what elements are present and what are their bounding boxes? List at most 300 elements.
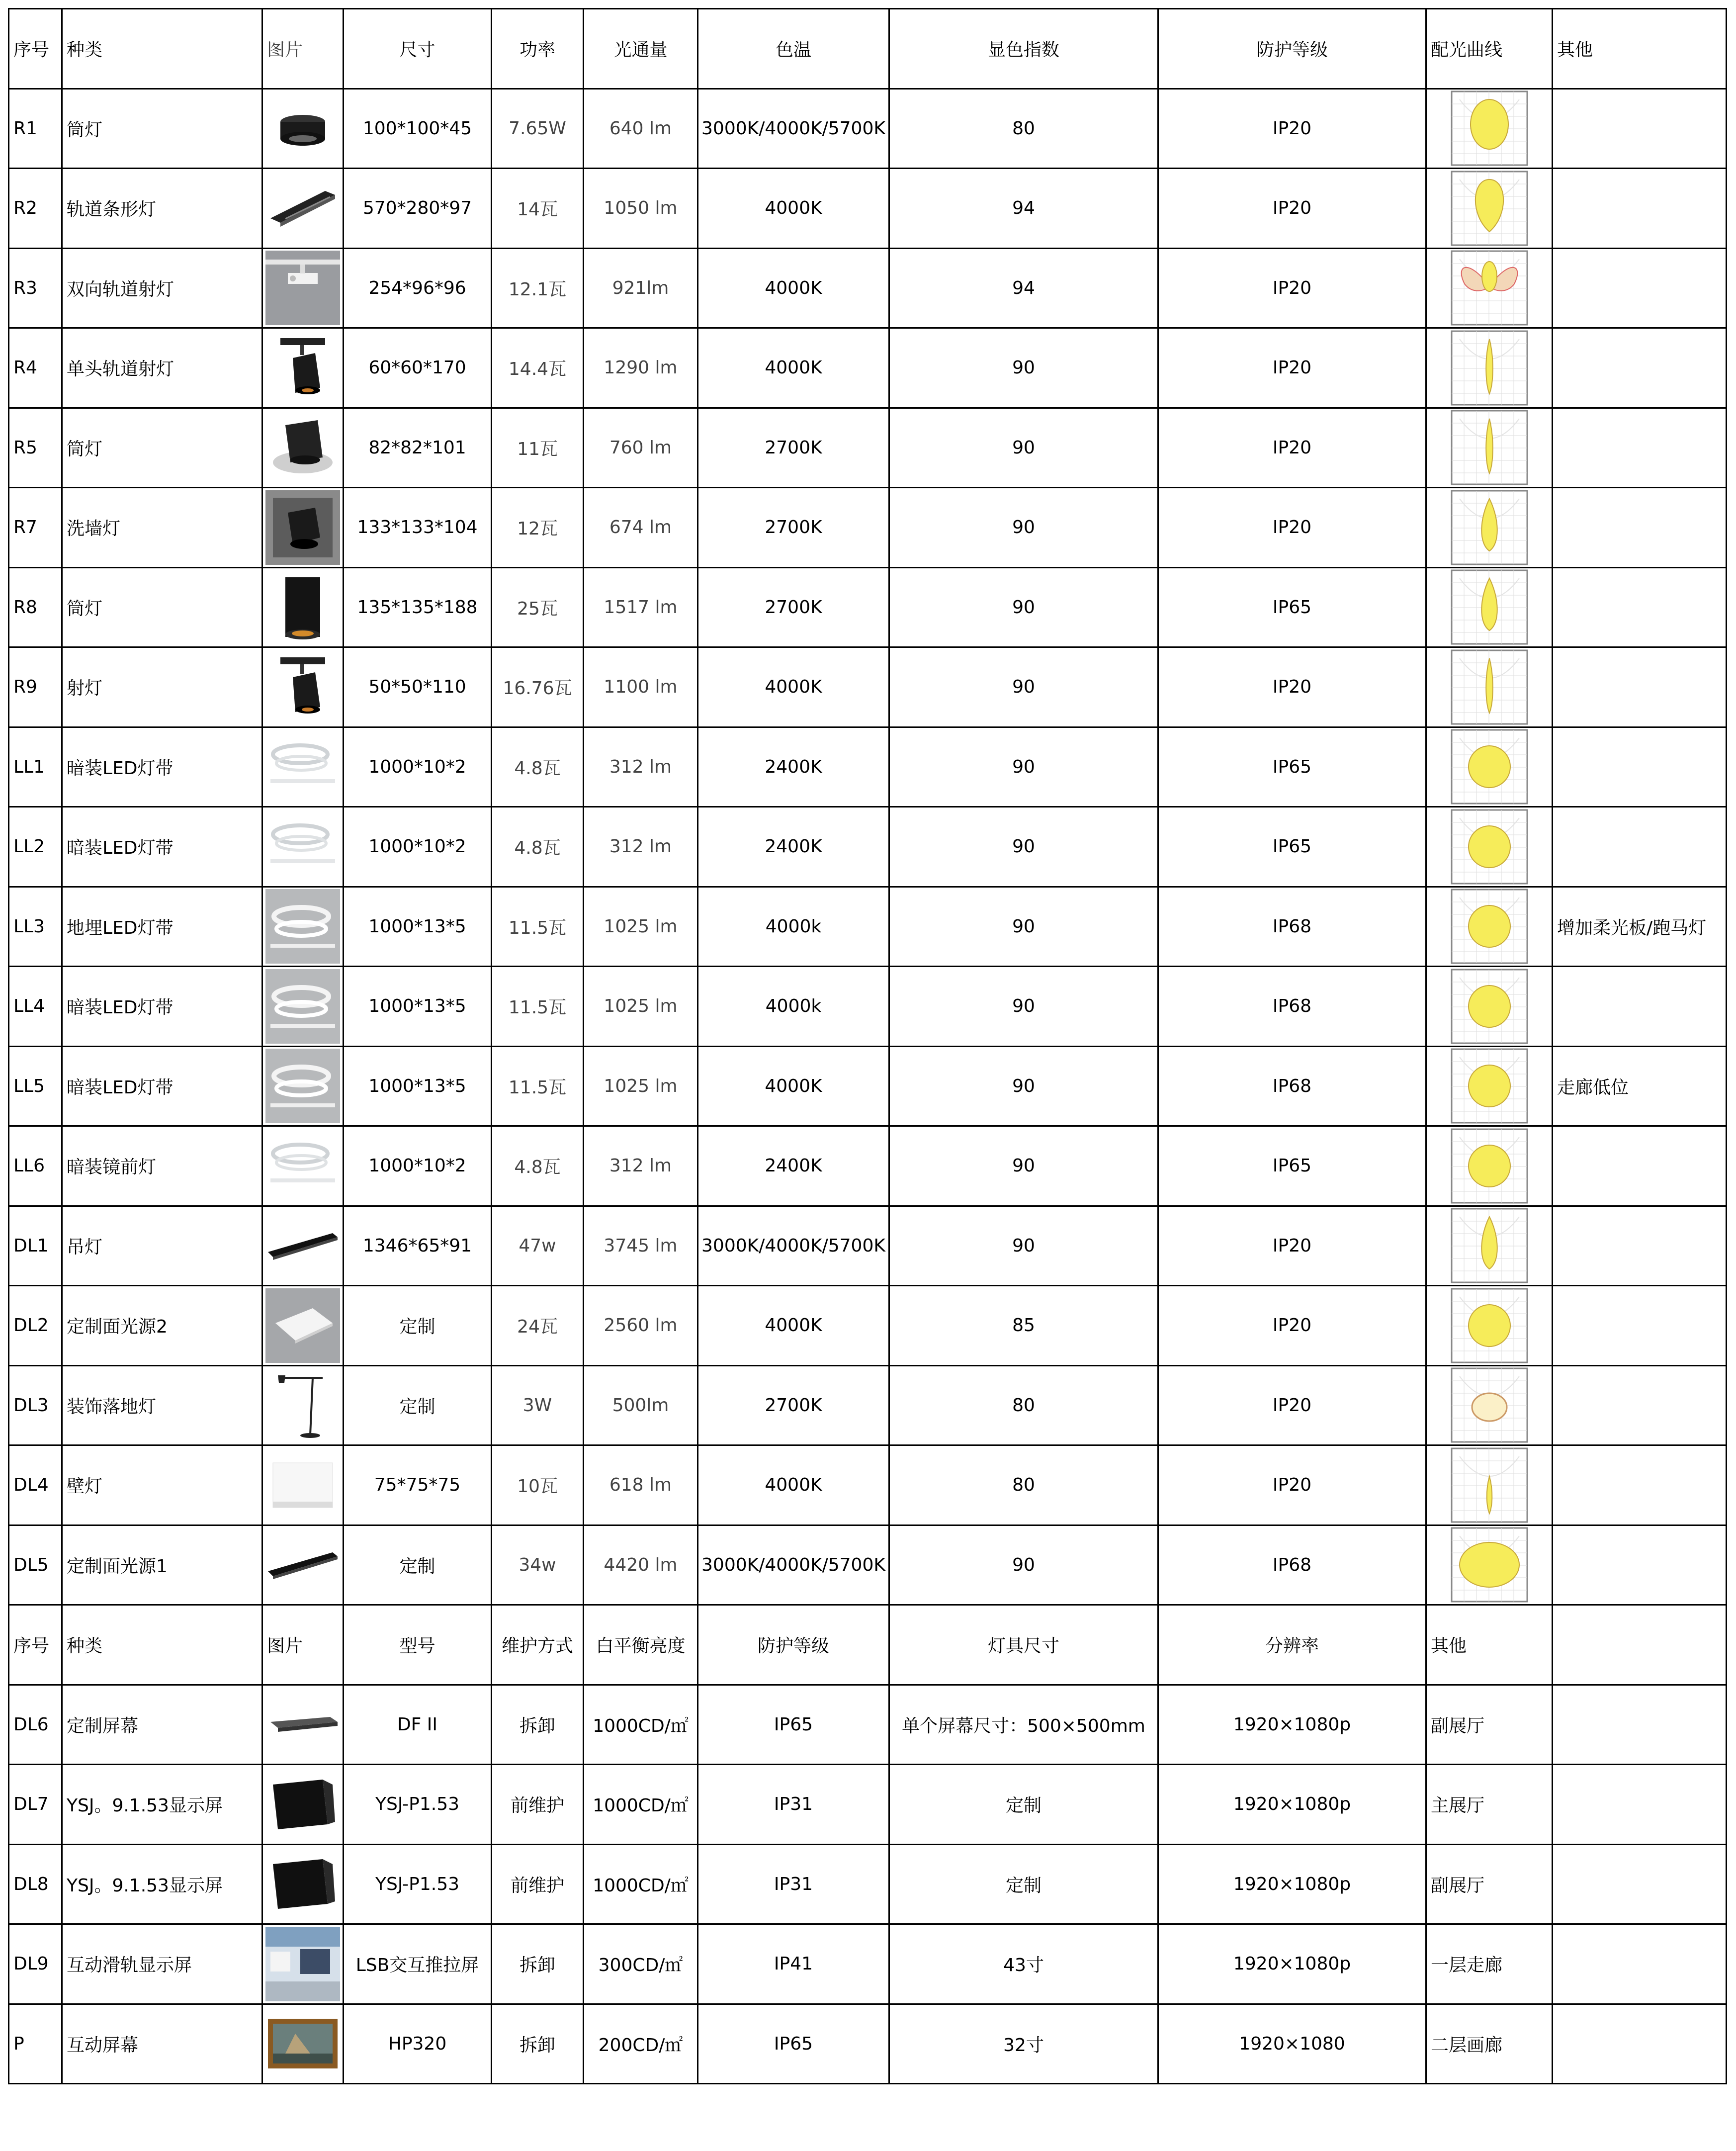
table-row [9, 1924, 1727, 2004]
product-image [262, 1685, 344, 1765]
ip-rating: IP65 [1158, 1126, 1426, 1206]
strip-gray-icon [265, 1049, 340, 1123]
light-distribution-curve [1426, 1126, 1553, 1206]
row-id: P [9, 2004, 62, 2084]
cri-value: 85 [889, 1286, 1158, 1366]
fixture-type: 暗装LED灯带 [62, 1046, 262, 1126]
luminous-flux: 674 lm [584, 488, 698, 568]
screen-type: YSJ。9.1.53显示屏 [62, 1844, 262, 1924]
row-id: LL5 [9, 1046, 62, 1126]
luminous-flux: 1050 lm [584, 169, 698, 249]
column-header: 配光曲线 [1426, 9, 1553, 89]
column-header: 显色指数 [889, 9, 1158, 89]
ip-rating: IP20 [1158, 1365, 1426, 1445]
fixture-power: 12.1瓦 [492, 248, 584, 328]
ip-rating: IP20 [1158, 647, 1426, 727]
light-distribution-curve [1426, 89, 1553, 169]
room-icon [265, 1927, 340, 2001]
product-image [262, 567, 344, 647]
screen-panel-icon [265, 1767, 340, 1842]
product-image [262, 169, 344, 249]
luminous-flux: 4420 lm [584, 1525, 698, 1605]
product-image [262, 488, 344, 568]
cri-value: 90 [889, 807, 1158, 887]
fixture-power: 12瓦 [492, 488, 584, 568]
fixture-size: 1000*13*5 [344, 887, 492, 967]
linear-icon [265, 1208, 340, 1283]
light-distribution-curve-icon [1450, 968, 1529, 1045]
model: DF II [344, 1685, 492, 1765]
column-header: 其他 [1426, 1605, 1553, 1685]
notes [1553, 89, 1727, 169]
table-row [9, 727, 1727, 807]
fixture-type: 单头轨道射灯 [62, 328, 262, 408]
color-temperature: 4000K [698, 328, 889, 408]
screen-type: YSJ。9.1.53显示屏 [62, 1765, 262, 1845]
header-row [9, 9, 1727, 89]
product-image [262, 1844, 344, 1924]
track-spot-icon [265, 650, 340, 724]
light-distribution-curve [1426, 169, 1553, 249]
luminous-flux: 640 lm [584, 89, 698, 169]
light-distribution-curve-icon [1450, 648, 1529, 726]
cri-value: 90 [889, 1046, 1158, 1126]
fixture-size: 1000*10*2 [344, 727, 492, 807]
fixture-power: 11.5瓦 [492, 967, 584, 1047]
strip-icon [265, 809, 340, 884]
color-temperature: 3000K/4000K/5700K [698, 1206, 889, 1286]
fixture-power: 3W [492, 1365, 584, 1445]
light-distribution-curve-icon [1450, 808, 1529, 886]
notes [1553, 488, 1727, 568]
fixture-size: 135*135*188 [344, 567, 492, 647]
light-distribution-curve-icon [1450, 568, 1529, 646]
white-balance-brightness: 200CD/㎡ [584, 2004, 698, 2084]
fixture-size: 1000*13*5 [344, 1046, 492, 1126]
notes [1553, 1525, 1727, 1605]
light-distribution-curve-icon [1450, 90, 1529, 167]
ip-rating: IP20 [1158, 488, 1426, 568]
table-row [9, 1286, 1727, 1366]
fixture-size: 133*133*104 [344, 488, 492, 568]
product-image [262, 1286, 344, 1366]
product-image [262, 1924, 344, 2004]
screen-dimension: 定制 [889, 1765, 1158, 1845]
table-row [9, 1365, 1727, 1445]
table-row [9, 488, 1727, 568]
notes [1553, 408, 1727, 488]
row-id: DL6 [9, 1685, 62, 1765]
ip-rating: IP65 [698, 2004, 889, 2084]
ip-rating: IP65 [1158, 727, 1426, 807]
model: YSJ-P1.53 [344, 1765, 492, 1845]
resolution: 1920×1080p [1158, 1685, 1426, 1765]
ip-rating: IP68 [1158, 1525, 1426, 1605]
fixture-type: 定制面光源2 [62, 1286, 262, 1366]
fixture-type: 装饰落地灯 [62, 1365, 262, 1445]
cri-value: 90 [889, 1206, 1158, 1286]
fixture-type: 地埋LED灯带 [62, 887, 262, 967]
maintenance: 拆卸 [492, 2004, 584, 2084]
cri-value: 90 [889, 647, 1158, 727]
luminous-flux: 760 lm [584, 408, 698, 488]
light-distribution-curve [1426, 807, 1553, 887]
row-id: R8 [9, 567, 62, 647]
fixture-size: 75*75*75 [344, 1445, 492, 1525]
cri-value: 80 [889, 89, 1158, 169]
ip-rating: IP20 [1158, 1206, 1426, 1286]
product-image [262, 727, 344, 807]
fixture-size: 60*60*170 [344, 328, 492, 408]
fixture-power: 14瓦 [492, 169, 584, 249]
row-id: DL2 [9, 1286, 62, 1366]
empty-cell [1553, 1924, 1727, 2004]
table-row [9, 1126, 1727, 1206]
cri-value: 90 [889, 328, 1158, 408]
row-id: LL6 [9, 1126, 62, 1206]
screen-dimension: 单个屏幕尺寸：500×500mm [889, 1685, 1158, 1765]
ip-rating: IP20 [1158, 408, 1426, 488]
notes [1553, 727, 1727, 807]
color-temperature: 2400K [698, 727, 889, 807]
product-image [262, 1126, 344, 1206]
row-id: R2 [9, 169, 62, 249]
fixture-power: 10瓦 [492, 1445, 584, 1525]
column-header: 分辨率 [1158, 1605, 1426, 1685]
light-distribution-curve [1426, 1445, 1553, 1525]
luminous-flux: 3745 lm [584, 1206, 698, 1286]
wallwasher-icon [265, 490, 340, 565]
fixture-power: 24瓦 [492, 1286, 584, 1366]
light-distribution-curve [1426, 328, 1553, 408]
cri-value: 90 [889, 567, 1158, 647]
white-balance-brightness: 1000CD/㎡ [584, 1765, 698, 1845]
fixture-size: 1000*13*5 [344, 967, 492, 1047]
light-distribution-curve [1426, 1525, 1553, 1605]
empty-cell [1553, 1844, 1727, 1924]
fixture-power: 11瓦 [492, 408, 584, 488]
row-id: R3 [9, 248, 62, 328]
light-distribution-curve-icon [1450, 489, 1529, 566]
notes [1553, 1286, 1727, 1366]
resolution: 1920×1080 [1158, 2004, 1426, 2084]
light-distribution-curve-icon [1450, 1366, 1529, 1444]
light-distribution-curve [1426, 248, 1553, 328]
light-distribution-curve-icon [1450, 409, 1529, 486]
column-header: 维护方式 [492, 1605, 584, 1685]
fixture-size: 定制 [344, 1286, 492, 1366]
notes [1553, 1365, 1727, 1445]
table-row [9, 807, 1727, 887]
resolution: 1920×1080p [1158, 1844, 1426, 1924]
light-distribution-curve [1426, 408, 1553, 488]
product-image [262, 1365, 344, 1445]
fixture-type: 暗装LED灯带 [62, 807, 262, 887]
location: 主展厅 [1426, 1765, 1553, 1845]
fixture-power: 14.4瓦 [492, 328, 584, 408]
empty-cell [1553, 1685, 1727, 1765]
ip-rating: IP68 [1158, 887, 1426, 967]
column-header: 型号 [344, 1605, 492, 1685]
row-id: R7 [9, 488, 62, 568]
luminous-flux: 312 lm [584, 807, 698, 887]
row-id: R5 [9, 408, 62, 488]
light-distribution-curve-icon [1450, 1127, 1529, 1205]
fixture-type: 暗装LED灯带 [62, 727, 262, 807]
cri-value: 90 [889, 1126, 1158, 1206]
fixture-power: 4.8瓦 [492, 807, 584, 887]
header-row-screens [9, 1605, 1727, 1685]
table-row [9, 1765, 1727, 1845]
wall-box-icon [265, 1448, 340, 1523]
resolution: 1920×1080p [1158, 1765, 1426, 1845]
product-image [262, 1206, 344, 1286]
spec-table [8, 8, 1727, 2084]
column-header: 尺寸 [344, 9, 492, 89]
recessed-tilt-icon [265, 410, 340, 485]
maintenance: 拆卸 [492, 1685, 584, 1765]
light-distribution-curve [1426, 567, 1553, 647]
light-distribution-curve [1426, 1286, 1553, 1366]
fixture-size: 1000*10*2 [344, 1126, 492, 1206]
cri-value: 90 [889, 1525, 1158, 1605]
light-distribution-curve-icon [1450, 1526, 1529, 1604]
ip-rating: IP20 [1158, 89, 1426, 169]
color-temperature: 4000K [698, 1445, 889, 1525]
strip-icon [265, 729, 340, 804]
fixture-type: 定制面光源1 [62, 1525, 262, 1605]
row-id: DL4 [9, 1445, 62, 1525]
empty-cell [1553, 2004, 1727, 2084]
cri-value: 90 [889, 488, 1158, 568]
row-id: R1 [9, 89, 62, 169]
notes [1553, 1126, 1727, 1206]
luminous-flux: 1517 lm [584, 567, 698, 647]
location: 副展厅 [1426, 1685, 1553, 1765]
strip-gray-icon [265, 969, 340, 1044]
fixture-size: 1346*65*91 [344, 1206, 492, 1286]
fixture-size: 100*100*45 [344, 89, 492, 169]
light-distribution-curve [1426, 1365, 1553, 1445]
painting-icon [265, 2006, 340, 2081]
fixture-type: 吊灯 [62, 1206, 262, 1286]
cri-value: 90 [889, 887, 1158, 967]
cri-value: 90 [889, 967, 1158, 1047]
row-id: DL9 [9, 1924, 62, 2004]
light-distribution-curve [1426, 727, 1553, 807]
row-id: DL5 [9, 1525, 62, 1605]
table-row [9, 967, 1727, 1047]
row-id: DL1 [9, 1206, 62, 1286]
maintenance: 前维护 [492, 1765, 584, 1845]
color-temperature: 4000K [698, 1286, 889, 1366]
fixture-power: 11.5瓦 [492, 887, 584, 967]
luminous-flux: 618 lm [584, 1445, 698, 1525]
column-header: 防护等级 [698, 1605, 889, 1685]
luminous-flux: 1025 lm [584, 1046, 698, 1126]
cri-value: 80 [889, 1445, 1158, 1525]
fixture-type: 洗墙灯 [62, 488, 262, 568]
ip-rating: IP20 [1158, 248, 1426, 328]
white-balance-brightness: 1000CD/㎡ [584, 1844, 698, 1924]
light-distribution-curve-icon [1450, 888, 1529, 965]
product-image [262, 89, 344, 169]
fixture-power: 4.8瓦 [492, 1126, 584, 1206]
table-row [9, 647, 1727, 727]
round-downlight-icon [265, 91, 340, 166]
product-image [262, 887, 344, 967]
ip-rating: IP65 [1158, 807, 1426, 887]
color-temperature: 2700K [698, 408, 889, 488]
screen-type: 互动屏幕 [62, 2004, 262, 2084]
fixture-type: 筒灯 [62, 408, 262, 488]
notes [1553, 967, 1727, 1047]
color-temperature: 2400K [698, 1126, 889, 1206]
product-image [262, 1445, 344, 1525]
screen-panel-icon [265, 1847, 340, 1921]
column-header: 防护等级 [1158, 9, 1426, 89]
row-id: DL8 [9, 1844, 62, 1924]
light-distribution-curve [1426, 1206, 1553, 1286]
color-temperature: 4000k [698, 967, 889, 1047]
table-row [9, 1206, 1727, 1286]
luminous-flux: 921lm [584, 248, 698, 328]
maintenance: 拆卸 [492, 1924, 584, 2004]
fixture-power: 4.8瓦 [492, 727, 584, 807]
light-distribution-curve [1426, 887, 1553, 967]
product-image [262, 967, 344, 1047]
screen-type: 定制屏幕 [62, 1685, 262, 1765]
light-distribution-curve [1426, 647, 1553, 727]
product-image [262, 328, 344, 408]
product-image [262, 1046, 344, 1126]
fixture-size: 定制 [344, 1525, 492, 1605]
fixture-type: 暗装LED灯带 [62, 967, 262, 1047]
light-distribution-curve [1426, 967, 1553, 1047]
fixture-type: 筒灯 [62, 89, 262, 169]
luminous-flux: 500lm [584, 1365, 698, 1445]
fixture-type: 轨道条形灯 [62, 169, 262, 249]
row-id: LL4 [9, 967, 62, 1047]
floor-lamp-icon [265, 1368, 340, 1442]
color-temperature: 4000K [698, 248, 889, 328]
light-distribution-curve-icon [1450, 329, 1529, 407]
luminous-flux: 1290 lm [584, 328, 698, 408]
maintenance: 前维护 [492, 1844, 584, 1924]
column-header: 光通量 [584, 9, 698, 89]
light-distribution-curve-icon [1450, 1047, 1529, 1125]
notes: 增加柔光板/跑马灯 [1553, 887, 1727, 967]
table-row [9, 1685, 1727, 1765]
column-header: 白平衡亮度 [584, 1605, 698, 1685]
empty-cell [1553, 1605, 1727, 1685]
fixture-size: 82*82*101 [344, 408, 492, 488]
color-temperature: 4000K [698, 169, 889, 249]
table-row [9, 408, 1727, 488]
column-header: 灯具尺寸 [889, 1605, 1158, 1685]
column-header: 种类 [62, 9, 262, 89]
fixture-size: 1000*10*2 [344, 807, 492, 887]
table-row [9, 169, 1727, 249]
fixture-type: 暗装镜前灯 [62, 1126, 262, 1206]
luminous-flux: 1100 lm [584, 647, 698, 727]
notes [1553, 647, 1727, 727]
notes [1553, 1445, 1727, 1525]
fixture-power: 25瓦 [492, 567, 584, 647]
ip-rating: IP20 [1158, 328, 1426, 408]
cri-value: 90 [889, 727, 1158, 807]
location: 副展厅 [1426, 1844, 1553, 1924]
product-image [262, 647, 344, 727]
column-header: 色温 [698, 9, 889, 89]
table-row [9, 1525, 1727, 1605]
light-distribution-curve-icon [1450, 249, 1529, 327]
luminous-flux: 312 lm [584, 1126, 698, 1206]
light-distribution-curve [1426, 1046, 1553, 1126]
fixture-power: 34w [492, 1525, 584, 1605]
row-id: R9 [9, 647, 62, 727]
fixture-size: 254*96*96 [344, 248, 492, 328]
ip-rating: IP31 [698, 1765, 889, 1845]
product-image [262, 408, 344, 488]
location: 二层画廊 [1426, 2004, 1553, 2084]
product-image [262, 807, 344, 887]
white-balance-brightness: 300CD/㎡ [584, 1924, 698, 2004]
product-image [262, 1525, 344, 1605]
row-id: LL3 [9, 887, 62, 967]
screen-dimension: 定制 [889, 1844, 1158, 1924]
fixture-size: 570*280*97 [344, 169, 492, 249]
notes [1553, 1206, 1727, 1286]
color-temperature: 4000K [698, 1046, 889, 1126]
column-header: 其他 [1553, 9, 1727, 89]
track-bar-icon [265, 171, 340, 246]
table-row [9, 328, 1727, 408]
column-header: 序号 [9, 9, 62, 89]
product-image [262, 2004, 344, 2084]
fixture-type: 筒灯 [62, 567, 262, 647]
cri-value: 94 [889, 169, 1158, 249]
fixture-size: 定制 [344, 1365, 492, 1445]
model: LSB交互推拉屏 [344, 1924, 492, 2004]
table-row [9, 248, 1727, 328]
row-id: R4 [9, 328, 62, 408]
screen-dimension: 32寸 [889, 2004, 1158, 2084]
light-distribution-curve [1426, 488, 1553, 568]
fixture-power: 7.65W [492, 89, 584, 169]
color-temperature: 4000k [698, 887, 889, 967]
table-row [9, 89, 1727, 169]
light-distribution-curve-icon [1450, 1446, 1529, 1524]
ip-rating: IP20 [1158, 169, 1426, 249]
ip-rating: IP68 [1158, 1046, 1426, 1126]
column-header: 图片 [262, 9, 344, 89]
row-id: DL3 [9, 1365, 62, 1445]
linear-icon [265, 1527, 340, 1602]
notes [1553, 248, 1727, 328]
row-id: LL2 [9, 807, 62, 887]
notes: 走廊低位 [1553, 1046, 1727, 1126]
screen-type: 互动滑轨显示屏 [62, 1924, 262, 2004]
column-header: 图片 [262, 1605, 344, 1685]
column-header: 功率 [492, 9, 584, 89]
strip-gray-icon [265, 889, 340, 964]
table-row [9, 887, 1727, 967]
color-temperature: 2400K [698, 807, 889, 887]
screen-dimension: 43寸 [889, 1924, 1158, 2004]
product-image [262, 1765, 344, 1845]
luminous-flux: 1025 lm [584, 887, 698, 967]
